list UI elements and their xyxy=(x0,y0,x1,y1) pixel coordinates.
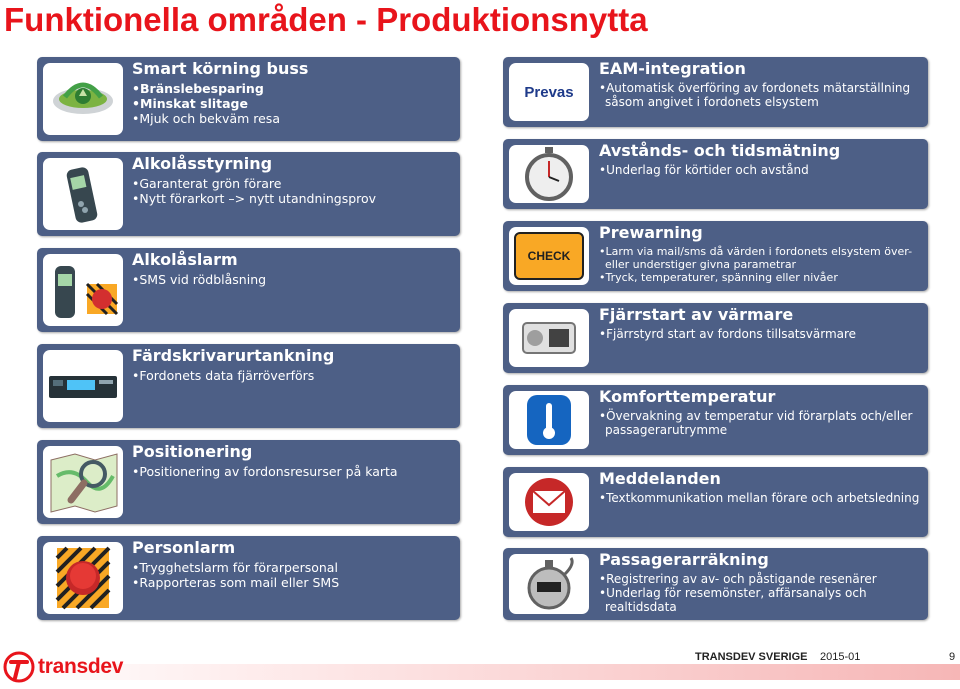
card-meddelanden xyxy=(503,467,928,537)
card-title: EAM-integration xyxy=(599,59,746,78)
card-title: Alkolåsstyrning xyxy=(132,154,273,173)
transdev-logo-text: transdev xyxy=(38,655,124,678)
card-title: Färdskrivarurtankning xyxy=(132,346,335,365)
bullet: • Nytt förarkort –> nytt utandningsprov xyxy=(132,191,454,206)
transdev-logo-icon xyxy=(2,650,36,684)
card-title: Avstånds- och tidsmätning xyxy=(599,141,841,160)
bullet: • Larm via mail/sms då värden i fordonets elsystem över- eller understiger givna parametrar xyxy=(599,245,922,271)
bullet: • Minskat slitage xyxy=(132,96,454,111)
card-title: Personlarm xyxy=(132,538,236,557)
card-fardskrivarurtankning xyxy=(37,344,460,428)
slide-title: Funktionella områden - Produktionsnytta xyxy=(4,1,648,38)
card-title: Prewarning xyxy=(599,223,703,242)
breathalyzer-icon xyxy=(43,158,123,230)
prevas-logo-icon xyxy=(509,63,589,121)
bullet: • Mjuk och bekväm resa xyxy=(132,111,454,126)
tachograph-icon xyxy=(43,350,123,422)
engine-heater-icon xyxy=(509,309,589,367)
bullet: • Bränslebesparing xyxy=(132,81,454,96)
bullet: • Positionering av fordonsresurser på karta xyxy=(132,464,454,479)
card-alkolasstyrning xyxy=(37,152,460,236)
bullet: • Textkommunikation mellan förare och arbetsledning xyxy=(599,491,922,505)
card-title: Alkolåslarm xyxy=(132,250,238,269)
card-komforttemperatur xyxy=(503,385,928,455)
bullet: • Garanterat grön förare xyxy=(132,176,454,191)
card-positionering xyxy=(37,440,460,524)
card-title: Meddelanden xyxy=(599,469,721,488)
page-number: 9 xyxy=(949,651,956,663)
card-eam-integration xyxy=(503,57,928,127)
map-magnifier-icon xyxy=(43,446,123,518)
alarm-button-icon xyxy=(43,542,123,614)
bullet: • Fordonets data fjärröverförs xyxy=(132,368,454,383)
bullet: • Tryck, temperaturer, spänning eller nivåer xyxy=(599,271,922,284)
bullet: • Underlag för körtider och avstånd xyxy=(599,163,922,177)
card-prewarning xyxy=(503,221,928,291)
check-engine-icon xyxy=(509,227,589,285)
bullet: • Fjärrstyrd start av fordons tillsatsvärmare xyxy=(599,327,922,341)
card-personlarm xyxy=(37,536,460,620)
card-passagerarrakning xyxy=(503,548,928,620)
footer-date: 2015-01 xyxy=(820,651,861,663)
tally-counter-icon xyxy=(509,554,589,614)
prevas-logo-text: Prevas xyxy=(524,83,574,101)
card-avstands-tidsmatning xyxy=(503,139,928,209)
footer-company: TRANSDEV SVERIGE xyxy=(695,651,808,663)
bullet: • Registrering av av- och påstigande resenärer xyxy=(599,572,922,586)
bullet: • SMS vid rödblåsning xyxy=(132,272,454,287)
card-title: Smart körning buss xyxy=(132,59,309,78)
stopwatch-icon xyxy=(509,145,589,203)
check-label: CHECK xyxy=(527,249,571,263)
card-title: Positionering xyxy=(132,442,253,461)
card-title: Fjärrstart av värmare xyxy=(599,305,794,324)
bullet: • Rapporteras som mail eller SMS xyxy=(132,575,454,590)
card-alkolaslarm xyxy=(37,248,460,332)
card-title: Komforttemperatur xyxy=(599,387,776,406)
bullet: • Övervakning av temperatur vid förarplats och/eller passagerarutrymme xyxy=(599,409,922,437)
thermometer-icon xyxy=(509,391,589,449)
card-title: Passagerarräkning xyxy=(599,550,769,569)
bullet: • Automatisk överföring av fordonets mätarställning såsom angivet i fordonets elsystem xyxy=(599,81,922,109)
card-fjarrstart-varmare xyxy=(503,303,928,373)
breathalyzer-alarm-icon xyxy=(43,254,123,326)
mail-envelope-icon xyxy=(509,473,589,531)
bullet: • Trygghetslarm för förarpersonal xyxy=(132,560,454,575)
card-smart-korning xyxy=(37,57,460,141)
transdev-logo xyxy=(2,650,123,684)
footer-strip xyxy=(0,664,960,680)
bullet: • Underlag för resemönster, affärsanalys och realtidsdata xyxy=(599,586,922,614)
eco-driving-icon xyxy=(43,63,123,135)
